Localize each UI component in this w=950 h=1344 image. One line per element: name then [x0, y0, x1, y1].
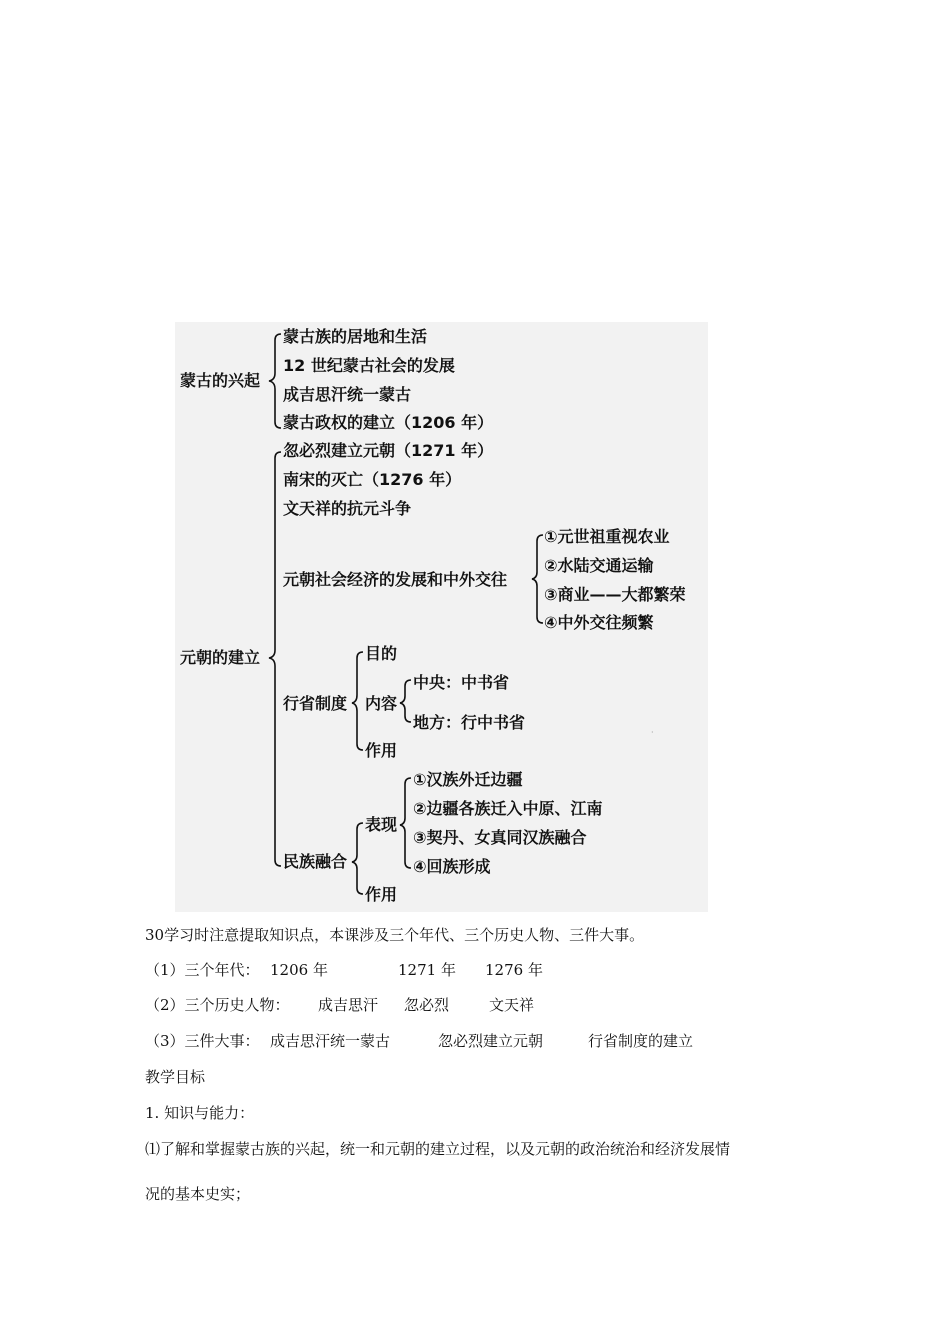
node-rise-2: 12 世纪蒙古社会的发展 — [283, 356, 455, 375]
node-yuan-2: 南宋的灭亡（1276 年） — [283, 470, 462, 489]
node-rise-1: 蒙古族的居地和生活 — [283, 327, 428, 346]
node-economy-3: ③商业——大都繁荣 — [544, 585, 686, 604]
subheading-knowledge: 1. 知识与能力： — [145, 1104, 255, 1122]
node-yuan-1: 忽必烈建立元朝（1271 年） — [283, 441, 494, 460]
node-yuan-founding: 元朝的建立 — [180, 648, 261, 667]
node-ethnic: 民族融合 — [283, 852, 348, 871]
brace-province — [352, 652, 363, 750]
brace-founding — [269, 452, 281, 866]
node-province: 行省制度 — [283, 694, 348, 713]
brace-economy — [532, 535, 543, 623]
node-economy-2: ②水陆交通运输 — [544, 556, 654, 575]
node-province-local: 地方：行中书省 — [413, 713, 526, 732]
event-2: 忽必烈建立元朝 — [438, 1032, 544, 1050]
brace-manifest — [400, 778, 411, 868]
year-1276: 1276 年 — [485, 961, 543, 979]
year-1271: 1271 年 — [398, 961, 456, 979]
node-ethnic-4: ④回族形成 — [413, 857, 491, 876]
paragraph-line-1: ⑴了解和掌握蒙古族的兴起，统一和元朝的建立过程，以及元朝的政治统治和经济发展情 — [145, 1140, 731, 1158]
year-1206: 1206 年 — [270, 961, 328, 979]
event-1: 成吉思汗统一蒙古 — [270, 1032, 391, 1050]
brace-ethnic — [352, 823, 363, 894]
node-ethnic-effect: 作用 — [365, 885, 398, 904]
node-economy-4: ④中外交往频繁 — [544, 613, 654, 632]
person-genghis: 成吉思汗 — [318, 996, 379, 1014]
node-economy: 元朝社会经济的发展和中外交往 — [283, 570, 508, 589]
section-heading: 教学目标 — [145, 1068, 206, 1086]
node-province-content: 内容 — [365, 694, 398, 713]
people-label: （2）三个历史人物： — [145, 996, 290, 1014]
scan-speck: · — [651, 728, 654, 737]
node-ethnic-3: ③契丹、女真同汉族融合 — [413, 828, 587, 847]
years-label: （1）三个年代： — [145, 961, 260, 979]
brace-rise — [269, 334, 281, 428]
node-ethnic-manifest: 表现 — [365, 815, 398, 834]
node-rise-3: 成吉思汗统一蒙古 — [283, 385, 412, 404]
person-wen: 文天祥 — [489, 996, 535, 1014]
person-kublai: 忽必烈 — [404, 996, 450, 1014]
intro-text: 30学习时注意提取知识点，本课涉及三个年代、三个历史人物、三件大事。 — [145, 926, 645, 944]
events-label: （3）三件大事： — [145, 1032, 260, 1050]
node-ethnic-1: ①汉族外迁边疆 — [413, 770, 523, 789]
brace-content — [400, 680, 411, 722]
node-rise-4: 蒙古政权的建立（1206 年） — [283, 413, 494, 432]
node-ethnic-2: ②边疆各族迁入中原、江南 — [413, 799, 603, 818]
node-mongol-rise: 蒙古的兴起 — [180, 371, 261, 390]
node-economy-1: ①元世祖重视农业 — [544, 527, 670, 546]
event-3: 行省制度的建立 — [588, 1032, 694, 1050]
node-province-central: 中央：中书省 — [413, 673, 510, 692]
paragraph-line-2: 况的基本史实； — [145, 1185, 251, 1203]
node-yuan-3: 文天祥的抗元斗争 — [283, 499, 412, 518]
node-province-effect: 作用 — [365, 741, 398, 760]
node-province-purpose: 目的 — [365, 644, 398, 663]
